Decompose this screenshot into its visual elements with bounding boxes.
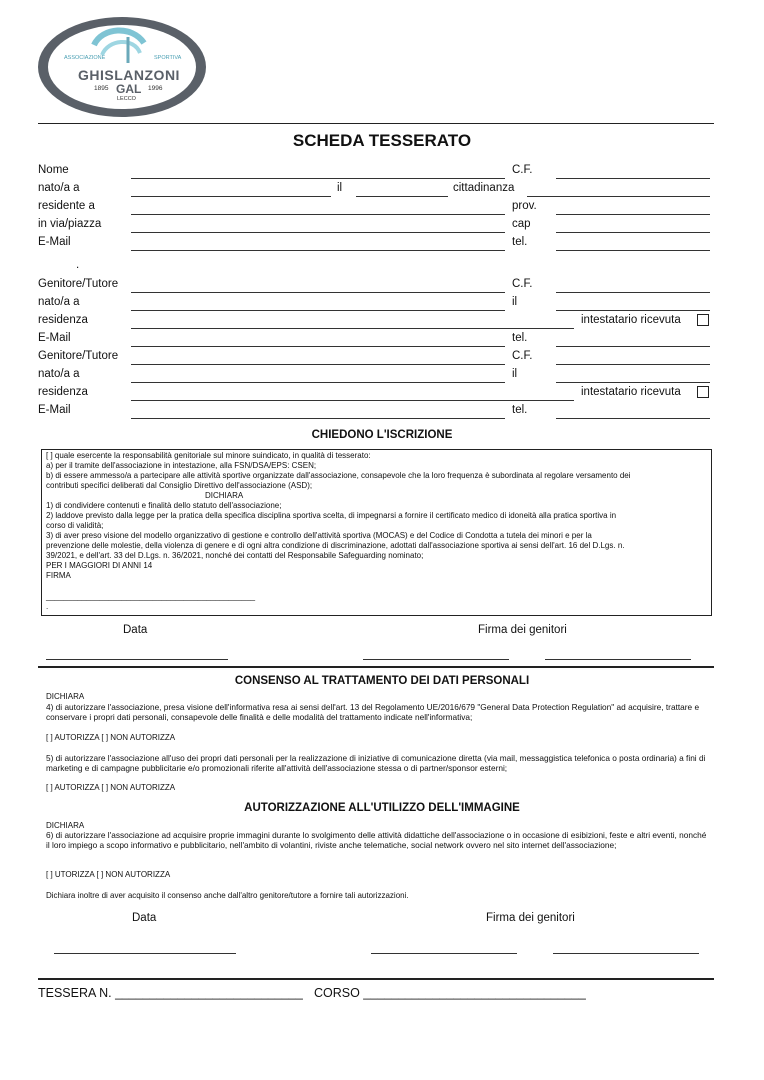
label-residente: residente a: [38, 200, 95, 212]
label-email-1: E-Mail: [38, 332, 71, 344]
logo-year-left: 1895: [94, 85, 109, 92]
consenso-dichiara: DICHIARA: [46, 692, 85, 701]
label-nato: nato/a a: [38, 182, 80, 194]
field-email-2[interactable]: [131, 418, 505, 419]
iscrizione-heading: CHIEDONO L'ISCRIZIONE: [311, 429, 453, 441]
field-residenza-1[interactable]: [131, 328, 574, 329]
iscrizione-line-1: a) per il tramite dell'associazione in intestazione, alla FSN/DSA/EPS: CSEN;: [46, 461, 317, 470]
stray-dot: .: [76, 259, 80, 271]
firma-label-2: Firma dei genitori: [486, 912, 575, 924]
label-genitore-1: Genitore/Tutore: [38, 278, 119, 290]
label-email: E-Mail: [38, 236, 71, 248]
label-cf: C.F.: [512, 164, 533, 176]
label-tel-1: tel.: [512, 332, 528, 344]
consenso-opt4[interactable]: [ ] AUTORIZZA [ ] NON AUTORIZZA: [46, 733, 176, 742]
data-label-2: Data: [132, 912, 157, 924]
field-cf-1[interactable]: [556, 292, 710, 293]
field-cf-2[interactable]: [556, 364, 710, 365]
field-cap[interactable]: [556, 232, 710, 233]
field-firma-2b[interactable]: [553, 953, 699, 954]
logo-city: LECCO: [117, 96, 136, 102]
label-cf-2: C.F.: [512, 350, 533, 362]
consenso-heading: CONSENSO AL TRATTAMENTO DEI DATI PERSONALI: [234, 675, 530, 687]
field-email[interactable]: [131, 250, 505, 251]
field-il-1[interactable]: [556, 310, 710, 311]
label-genitore-2: Genitore/Tutore: [38, 350, 119, 362]
field-genitore-1[interactable]: [131, 292, 505, 293]
iscrizione-line2-3: 3) di aver preso visione del modello organizzativo di gestione e controllo dell'attività sportiva (MOCAS) e del Codice di Condotta a tutela dei minori e per la: [46, 531, 592, 540]
label-il-1: il: [512, 296, 518, 308]
checkbox-ricevuta-1[interactable]: [697, 314, 709, 326]
immagine-dichiara: DICHIARA: [46, 821, 85, 830]
field-nato-2[interactable]: [131, 382, 505, 383]
iscrizione-line2-7: FIRMA: [46, 571, 71, 580]
field-firma-1b[interactable]: [545, 659, 691, 660]
section-divider: [38, 666, 714, 668]
iscrizione-line2-0: 1) di condividere contenuti e finalità dello statuto dell'associazione;: [46, 501, 282, 510]
field-tel-1[interactable]: [556, 346, 710, 347]
label-ricevuta-1: intestatario ricevuta: [581, 314, 681, 326]
label-prov: prov.: [512, 200, 537, 212]
field-data-nascita[interactable]: [356, 196, 448, 197]
iscrizione-dichiara: DICHIARA: [205, 491, 244, 500]
logo-left-text: ASSOCIAZIONE: [64, 55, 106, 61]
label-email-2: E-Mail: [38, 404, 71, 416]
label-nome: Nome: [38, 164, 69, 176]
iscrizione-firma-line[interactable]: _______________________________________________: [46, 592, 256, 601]
label-nato-2: nato/a a: [38, 368, 80, 380]
iscrizione-line-0: [ ] quale esercente la responsabilità genitoriale sul minore suindicato, in qualità di tesserato:: [46, 451, 371, 460]
corso-field[interactable]: CORSO ________________________________: [314, 986, 586, 1000]
label-via: in via/piazza: [38, 218, 102, 230]
field-via[interactable]: [131, 232, 505, 233]
firma-label-1: Firma dei genitori: [478, 624, 567, 636]
field-nato-1[interactable]: [131, 310, 505, 311]
immagine-p6: 6) di autorizzare l'associazione ad acquisire proprie immagini durante lo svolgimento delle attività didattiche dell'associazione o in occasione di esibizioni, feste e altri eventi, nonché il loro impiego a scopo informativo e pubblicitario, nell'ambito di volantini, riviste anche telematiche, social network ovvero nel sito internet dell'associazione;: [46, 830, 707, 851]
iscrizione-line2-1: 2) laddove previsto dalla legge per la pratica della specifica disciplina sportiva scelta, di impegnarsi a fornire il certificato medico di idoneità alla pratica sportiva in: [46, 511, 617, 520]
label-cap: cap: [512, 218, 531, 230]
field-tel-2[interactable]: [556, 418, 710, 419]
logo-name: GHISLANZONI: [78, 67, 180, 83]
label-nato-1: nato/a a: [38, 296, 80, 308]
iscrizione-line2-6: PER I MAGGIORI DI ANNI 14: [46, 561, 153, 570]
association-logo: [36, 15, 208, 120]
field-tel[interactable]: [556, 250, 710, 251]
consenso-p5: 5) di autorizzare l'associazione all'uso dei propri dati personali per la realizzazione di iniziative di comunicazione diretta (via mail, messaggistica telefonica o posta ordinaria) a fini di marketing e di campagne pubblicitarie e/o promozionali riferite all'attività dell'associazione stessa o di partner/sponsor esterni;: [46, 753, 706, 774]
tessera-field[interactable]: TESSERA N. ___________________________: [38, 986, 303, 1000]
field-cf[interactable]: [556, 178, 710, 179]
label-ricevuta-2: intestatario ricevuta: [581, 386, 681, 398]
page-title: SCHEDA TESSERATO: [292, 131, 472, 150]
field-firma-1a[interactable]: [363, 659, 509, 660]
field-firma-2a[interactable]: [371, 953, 517, 954]
label-cf-1: C.F.: [512, 278, 533, 290]
immagine-heading: AUTORIZZAZIONE ALL'UTILIZZO DELL'IMMAGINE: [244, 802, 520, 814]
immagine-note: Dichiara inoltre di aver acquisito il consenso anche dall'altro genitore/tutore a fornire tali autorizzazioni.: [46, 891, 409, 900]
logo-right-text: SPORTIVA: [154, 55, 182, 61]
field-prov[interactable]: [556, 214, 710, 215]
label-tel: tel.: [512, 236, 528, 248]
footer-divider: [38, 978, 714, 980]
iscrizione-line-3: contributi specifici deliberati dal Consiglio Direttivo dell'associazione (ASD);: [46, 481, 313, 490]
iscrizione-line2-2: corso di validità;: [46, 521, 104, 530]
field-residente[interactable]: [131, 214, 505, 215]
label-tel-2: tel.: [512, 404, 528, 416]
field-nome[interactable]: [131, 178, 505, 179]
field-nato[interactable]: [131, 196, 331, 197]
label-cittadinanza: cittadinanza: [453, 182, 515, 194]
iscrizione-line-2: b) di essere ammesso/a a partecipare alle attività sportive organizzate dall'associazione, consapevole che la loro frequenza è subordinata al regolare versamento dei: [46, 471, 631, 480]
label-il-2: il: [512, 368, 518, 380]
iscrizione-line2-5: 39/2021, e dell'art. 33 del D.Lgs. n. 36/2021, nonché dei contatti del Responsabile Safeguarding nominato;: [46, 551, 424, 560]
label-il: il: [337, 182, 343, 194]
label-residenza-2: residenza: [38, 386, 88, 398]
consenso-opt5[interactable]: [ ] AUTORIZZA [ ] NON AUTORIZZA: [46, 783, 176, 792]
data-label-1: Data: [123, 624, 148, 636]
field-email-1[interactable]: [131, 346, 505, 347]
checkbox-ricevuta-2[interactable]: [697, 386, 709, 398]
field-data-1[interactable]: [46, 659, 228, 660]
logo-sub: GAL: [116, 82, 142, 96]
logo-year-right: 1996: [148, 85, 163, 92]
field-data-2[interactable]: [54, 953, 236, 954]
iscrizione-line2-4: prevenzione delle molestie, della violenza di genere e di ogni altra condizione di discriminazione, adottati dall'associazione sportiva ai sensi dell'art. 16 del D.Lgs. n.: [46, 541, 625, 550]
label-residenza-1: residenza: [38, 314, 88, 326]
field-cittadinanza[interactable]: [527, 196, 710, 197]
field-il-2[interactable]: [556, 382, 710, 383]
consenso-p4: 4) di autorizzare l'associazione, presa visione dell'informativa resa ai sensi dell'art. 13 del Regolamento UE/2016/679 "General Data Protection Regulation" ad acquisire, trattare e conservare i propri dati personali, consapevole delle finalità e delle modalità del trattamento indicate nell'informativa;: [46, 702, 700, 723]
field-genitore-2[interactable]: [131, 364, 505, 365]
immagine-opt6[interactable]: [ ] UTORIZZA [ ] NON AUTORIZZA: [46, 870, 171, 879]
field-residenza-2[interactable]: [131, 400, 574, 401]
iscrizione-dot: .: [46, 602, 49, 611]
header-divider: [38, 123, 714, 124]
